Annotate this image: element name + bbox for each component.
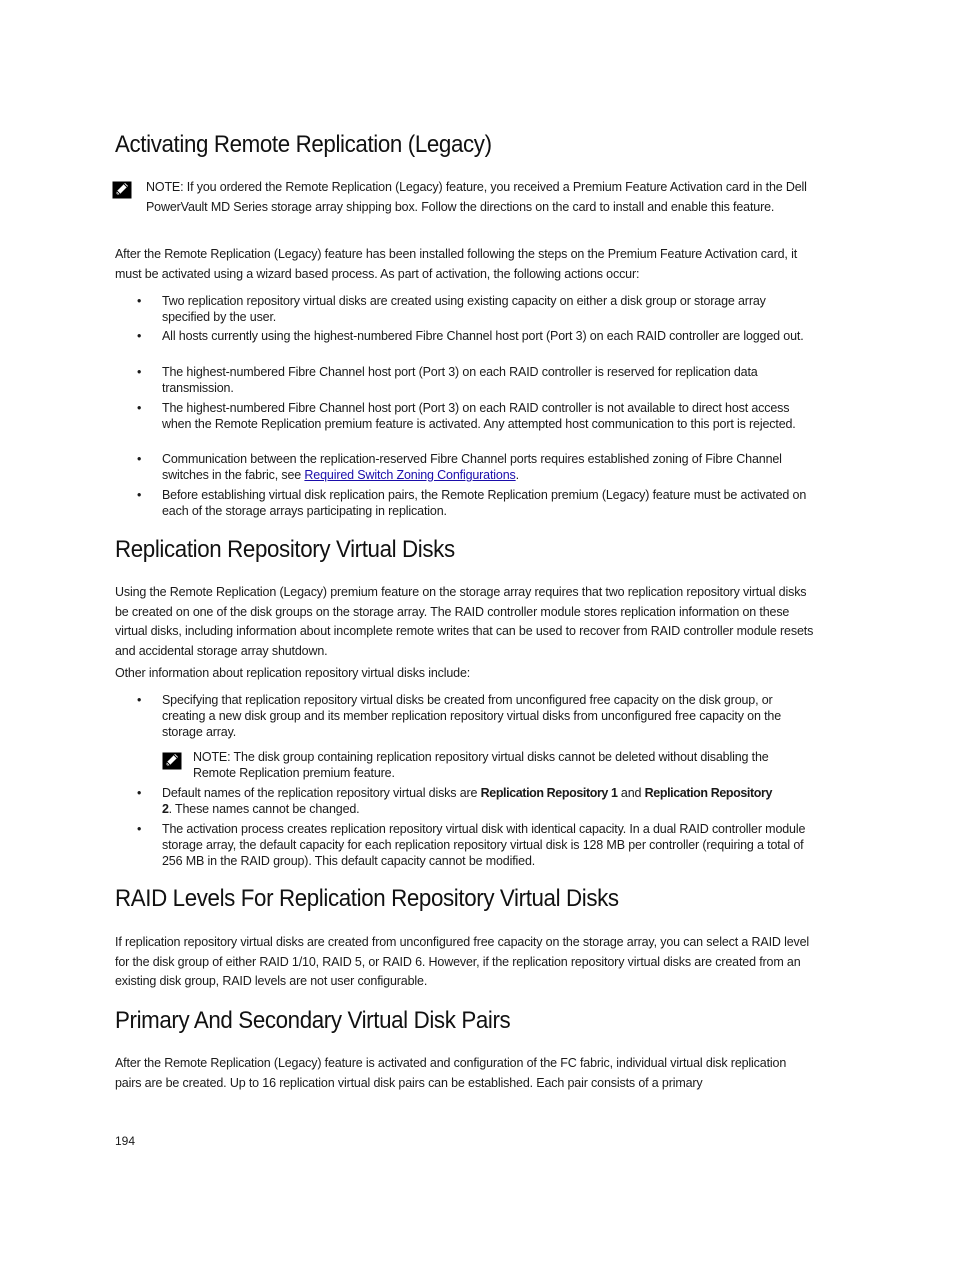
heading-replication-repository-virtual-disks: Replication Repository Virtual Disks bbox=[115, 536, 455, 563]
note-label: NOTE: bbox=[146, 180, 184, 194]
paragraph: After the Remote Replication (Legacy) feature is activated and configuration of the FC fabric, individual virtual disk replication pairs are be created. Up to 16 replication virtual disk pairs can be established. Each pair consists of a primary bbox=[115, 1056, 787, 1090]
bold-term: Replication Repository 1 bbox=[480, 786, 618, 800]
paragraph: If replication repository virtual disks are created from unconfigured free capacity on the storage array, you can select a RAID level for the disk group of either RAID 1/10, RAID 5, or RAID 6. However, if the replication repository virtual disks are created from an existing disk group, RAID levels are not user configurable. bbox=[115, 935, 810, 988]
heading-primary-secondary-pairs: Primary And Secondary Virtual Disk Pairs bbox=[115, 1007, 511, 1034]
note-text: The disk group containing replication repository virtual disks cannot be deleted without disabling the Remote Replication premium feature. bbox=[193, 750, 769, 780]
note-block bbox=[146, 178, 816, 217]
required-switch-zoning-link[interactable]: Required Switch Zoning Configurations bbox=[304, 468, 516, 482]
paragraph: After the Remote Replication (Legacy) feature has been installed following the steps on the Premium Feature Activation card, it must be activated using a wizard based process. As part of activation, the following actions occur: bbox=[115, 247, 798, 281]
page-number: 194 bbox=[115, 1134, 136, 1148]
paragraph: Using the Remote Replication (Legacy) premium feature on the storage array requires that two replication repository virtual disks be created on one of the disk groups on the storage array. The RAID controller module stores replication information on these virtual disks, including information about incomplete remote writes that can be used to recover from RAID controller module resets and accidental storage array shutdown. bbox=[115, 585, 814, 658]
bold-term: 2 bbox=[162, 802, 169, 816]
note-block bbox=[193, 749, 813, 781]
note-label: NOTE: bbox=[193, 750, 231, 764]
pencil-note-icon bbox=[162, 752, 182, 770]
note-text: If you ordered the Remote Replication (Legacy) feature, you received a Premium Feature Activation card in the Dell PowerVault MD Series storage array shipping box. Follow the directions on the card to install and enable this feature. bbox=[146, 180, 807, 214]
bold-term: Replication Repository bbox=[644, 786, 773, 800]
heading-activating-remote-replication: Activating Remote Replication (Legacy) bbox=[115, 131, 492, 158]
heading-raid-levels: RAID Levels For Replication Repository Virtual Disks bbox=[115, 885, 619, 912]
pencil-note-icon bbox=[112, 181, 132, 199]
paragraph: Other information about replication repository virtual disks include: bbox=[115, 666, 471, 680]
